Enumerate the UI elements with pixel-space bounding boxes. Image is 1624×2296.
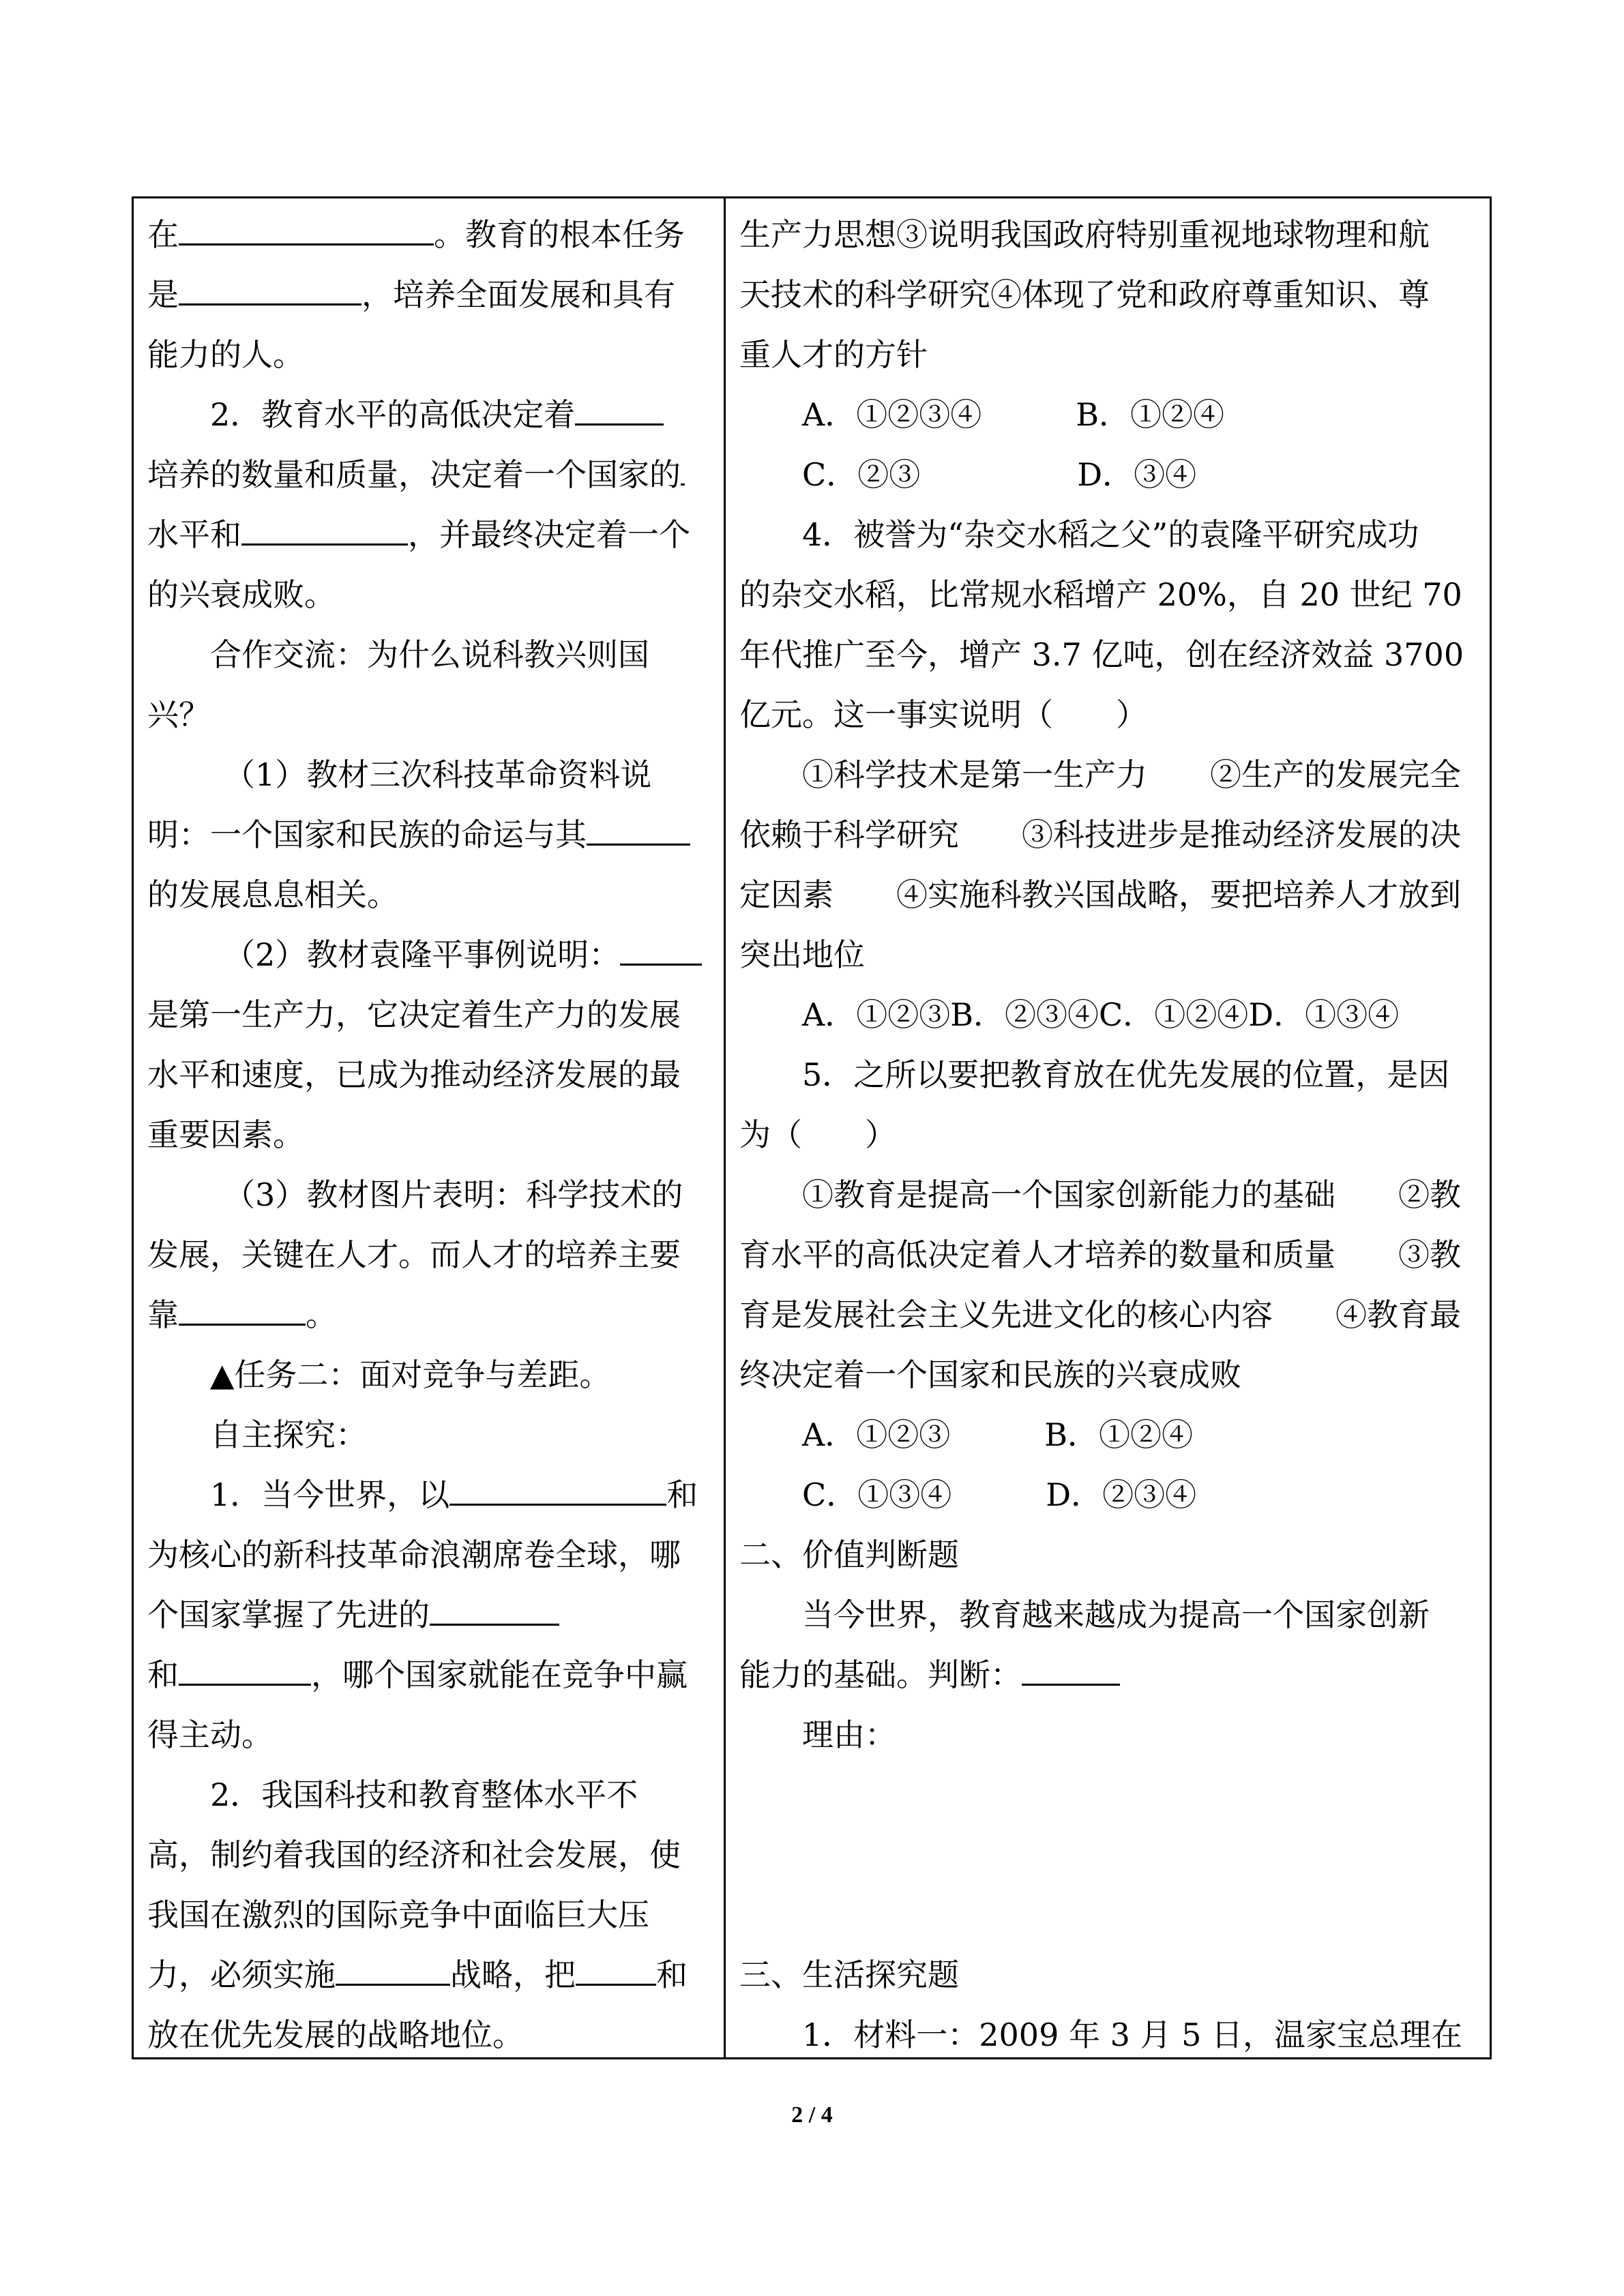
- right-line: [739, 265, 1483, 325]
- text-run: 得主动。: [147, 1716, 273, 1753]
- right-line: [739, 625, 1483, 685]
- text-run: 2．教育水平的高低决定着: [210, 396, 576, 433]
- left-line: [147, 1885, 711, 1945]
- text-run: 突出地位: [739, 936, 865, 973]
- left-line: [147, 625, 711, 685]
- right-line: [739, 745, 1483, 805]
- text-run: 我国在激烈的国际竞争中面临巨大压: [147, 1896, 649, 1933]
- text-run: （3）教材图片表明：科学技术的: [224, 1176, 683, 1213]
- right-line: [739, 205, 1483, 265]
- text-run: 1．材料一：2009 年 3 月 5 日，温家宝总理在: [802, 2016, 1462, 2053]
- left-line: [147, 325, 711, 385]
- left-line: [147, 1465, 711, 1525]
- text-run: 能力的人。: [147, 336, 304, 373]
- text-run: 育是发展社会主义先进文化的核心内容 ④教育最: [739, 1296, 1461, 1333]
- right-line: [739, 1705, 1483, 1765]
- text-run: 和: [656, 1956, 688, 1993]
- right-line: [739, 865, 1483, 925]
- left-line: [147, 805, 711, 865]
- text-run: 是第一生产力，它决定着生产力的发展: [147, 996, 681, 1033]
- right-line: [739, 1285, 1483, 1345]
- right-line: [739, 685, 1483, 745]
- text-run: （2）教材袁隆平事例说明：: [224, 936, 621, 973]
- fill-in-blank[interactable]: [179, 208, 434, 245]
- left-line: [147, 1825, 711, 1885]
- text-run: 4．被誉为“杂交水稻之父”的袁隆平研究成功: [802, 516, 1419, 553]
- left-line: [147, 1705, 711, 1765]
- fill-in-blank[interactable]: [575, 388, 664, 426]
- text-run: ▲任务二：面对竞争与差距。: [210, 1356, 611, 1393]
- text-run: 为（ ）: [739, 1116, 896, 1153]
- fill-in-blank[interactable]: [179, 268, 361, 305]
- right-line: [739, 1885, 1483, 1945]
- left-column: [147, 205, 711, 2065]
- right-line: [739, 1345, 1483, 1405]
- right-line: [739, 1765, 1483, 1825]
- text-run: 和: [147, 1656, 179, 1693]
- text-run: （1）教材三次科技革命资料说: [224, 756, 652, 793]
- left-line: [147, 1945, 711, 2005]
- text-run: 三、生活探究题: [739, 1956, 959, 1993]
- right-line: [739, 1825, 1483, 1885]
- left-line: [147, 205, 711, 265]
- right-line: [739, 1465, 1483, 1525]
- text-run: 水平和速度，已成为推动经济发展的最: [147, 1056, 681, 1093]
- fill-in-blank[interactable]: [1022, 1648, 1120, 1686]
- text-run: 的杂交水稻，比常规水稻增产 20%，自 20 世纪 70: [739, 576, 1462, 613]
- text-run: 水平和: [147, 516, 241, 553]
- right-line: [739, 445, 1483, 505]
- text-run: ，培养全面发展和具有: [361, 276, 675, 313]
- text-run: 天技术的科学研究④体现了党和政府尊重知识、尊: [739, 276, 1430, 313]
- left-line: [147, 1525, 711, 1585]
- text-run: 培养的数量和质量，决定着一个国家的: [147, 456, 681, 493]
- text-run: 能力的基础。判断：: [739, 1656, 1022, 1693]
- left-line: [147, 1165, 711, 1225]
- text-run: 年代推广至今，增产 3.7 亿吨，创在经济效益 3700: [739, 636, 1464, 673]
- text-run: 二、价值判断题: [739, 1536, 959, 1573]
- left-line: [147, 445, 711, 505]
- text-run: 战略，把: [450, 1956, 576, 1993]
- text-run: 育水平的高低决定着人才培养的数量和质量 ③教: [739, 1236, 1461, 1273]
- text-run: A．①②③④ B．①②④: [802, 396, 1225, 433]
- left-line: [147, 925, 711, 985]
- text-run: 和: [666, 1476, 698, 1513]
- right-line: [739, 2005, 1483, 2065]
- text-run: 发展，关键在人才。而人才的培养主要: [147, 1236, 681, 1273]
- text-run: A．①②③B．②③④C．①②④D．①③④: [802, 996, 1400, 1033]
- text-run: 的兴衰成败。: [147, 576, 336, 613]
- left-line: [147, 505, 711, 565]
- text-run: 高，制约着我国的经济和社会发展，使: [147, 1836, 681, 1873]
- right-line: [739, 1045, 1483, 1105]
- text-run: 放在优先发展的战略地位。: [147, 2016, 524, 2053]
- text-run: 重要因素。: [147, 1116, 304, 1153]
- fill-in-blank[interactable]: [241, 508, 408, 546]
- text-run: 。教育的根本任务: [434, 216, 685, 253]
- text-run: ①科学技术是第一生产力 ②生产的发展完全: [802, 756, 1461, 793]
- right-line: [739, 1585, 1483, 1645]
- left-line: [147, 865, 711, 925]
- column-divider: [724, 196, 726, 2059]
- text-run: 。: [306, 1296, 337, 1333]
- fill-in-blank[interactable]: [576, 1948, 656, 1986]
- text-run: 自主探究：: [210, 1416, 367, 1453]
- text-run: 生产力思想③说明我国政府特别重视地球物理和航: [739, 216, 1430, 253]
- text-run: 理由：: [802, 1716, 896, 1753]
- text-run: ，哪个国家就能在竞争中赢: [311, 1656, 688, 1693]
- text-run: C．①③④ D．②③④: [802, 1476, 1197, 1513]
- page-number: 2 / 4: [791, 2102, 833, 2128]
- left-line: [147, 1645, 711, 1705]
- fill-in-blank[interactable]: [681, 448, 685, 486]
- text-run: A．①②③ B．①②④: [802, 1416, 1194, 1453]
- text-run: 终决定着一个国家和民族的兴衰成败: [739, 1356, 1241, 1393]
- text-run: 明：一个国家和民族的命运与其: [147, 816, 587, 853]
- text-run: 兴？: [147, 696, 210, 733]
- left-line: [147, 2005, 711, 2065]
- text-run: 5．之所以要把教育放在优先发展的位置，是因: [802, 1056, 1450, 1093]
- fill-in-blank[interactable]: [430, 1588, 559, 1626]
- right-line: [739, 325, 1483, 385]
- fill-in-blank[interactable]: [587, 808, 690, 846]
- text-run: 个国家掌握了先进的: [147, 1596, 430, 1633]
- text-run: 合作交流：为什么说科教兴则国: [210, 636, 649, 673]
- right-line: [739, 1165, 1483, 1225]
- text-run: 2．我国科技和教育整体水平不: [210, 1776, 638, 1813]
- text-run: 是: [147, 276, 179, 313]
- fill-in-blank[interactable]: [449, 1468, 666, 1506]
- right-line: [739, 385, 1483, 445]
- left-line: [147, 1285, 711, 1345]
- text-run: ，并最终决定着一个: [408, 516, 690, 553]
- left-line: [147, 985, 711, 1045]
- right-line: [739, 1225, 1483, 1285]
- left-line: [147, 1405, 711, 1465]
- fill-in-blank[interactable]: [179, 1648, 311, 1686]
- text-run: 的发展息息相关。: [147, 876, 398, 913]
- fill-in-blank[interactable]: [179, 1288, 306, 1326]
- left-line: [147, 265, 711, 325]
- text-run: 定因素 ④实施科教兴国战略，要把培养人才放到: [739, 876, 1461, 913]
- right-line: [739, 925, 1483, 985]
- left-line: [147, 1765, 711, 1825]
- text-run: 靠: [147, 1296, 179, 1333]
- left-line: [147, 1345, 711, 1405]
- text-run: 1．当今世界，以: [210, 1476, 450, 1513]
- text-run: 为核心的新科技革命浪潮席卷全球，哪: [147, 1536, 681, 1573]
- left-line: [147, 1045, 711, 1105]
- text-run: 在: [147, 216, 179, 253]
- right-line: [739, 985, 1483, 1045]
- left-line: [147, 685, 711, 745]
- right-line: [739, 1645, 1483, 1705]
- right-line: [739, 1525, 1483, 1585]
- text-run: ①教育是提高一个国家创新能力的基础 ②教: [802, 1176, 1461, 1213]
- left-line: [147, 745, 711, 805]
- left-line: [147, 385, 711, 445]
- left-line: [147, 1225, 711, 1285]
- text-run: 力，必须实施: [147, 1956, 336, 1993]
- right-line: [739, 1945, 1483, 2005]
- right-line: [739, 565, 1483, 625]
- right-line: [739, 1405, 1483, 1465]
- right-line: [739, 505, 1483, 565]
- left-line: [147, 1105, 711, 1165]
- fill-in-blank[interactable]: [336, 1948, 450, 1986]
- text-run: 亿元。这一事实说明（ ）: [739, 696, 1147, 733]
- left-line: [147, 565, 711, 625]
- left-line: [147, 1585, 711, 1645]
- right-line: [739, 1105, 1483, 1165]
- right-column: [739, 205, 1483, 2065]
- text-run: 当今世界，教育越来越成为提高一个国家创新: [802, 1596, 1430, 1633]
- fill-in-blank[interactable]: [620, 928, 702, 966]
- text-run: 依赖于科学研究 ③科技进步是推动经济发展的决: [739, 816, 1461, 853]
- text-run: C．②③ D．③④: [802, 456, 1197, 493]
- right-line: [739, 805, 1483, 865]
- text-run: 重人才的方针: [739, 336, 928, 373]
